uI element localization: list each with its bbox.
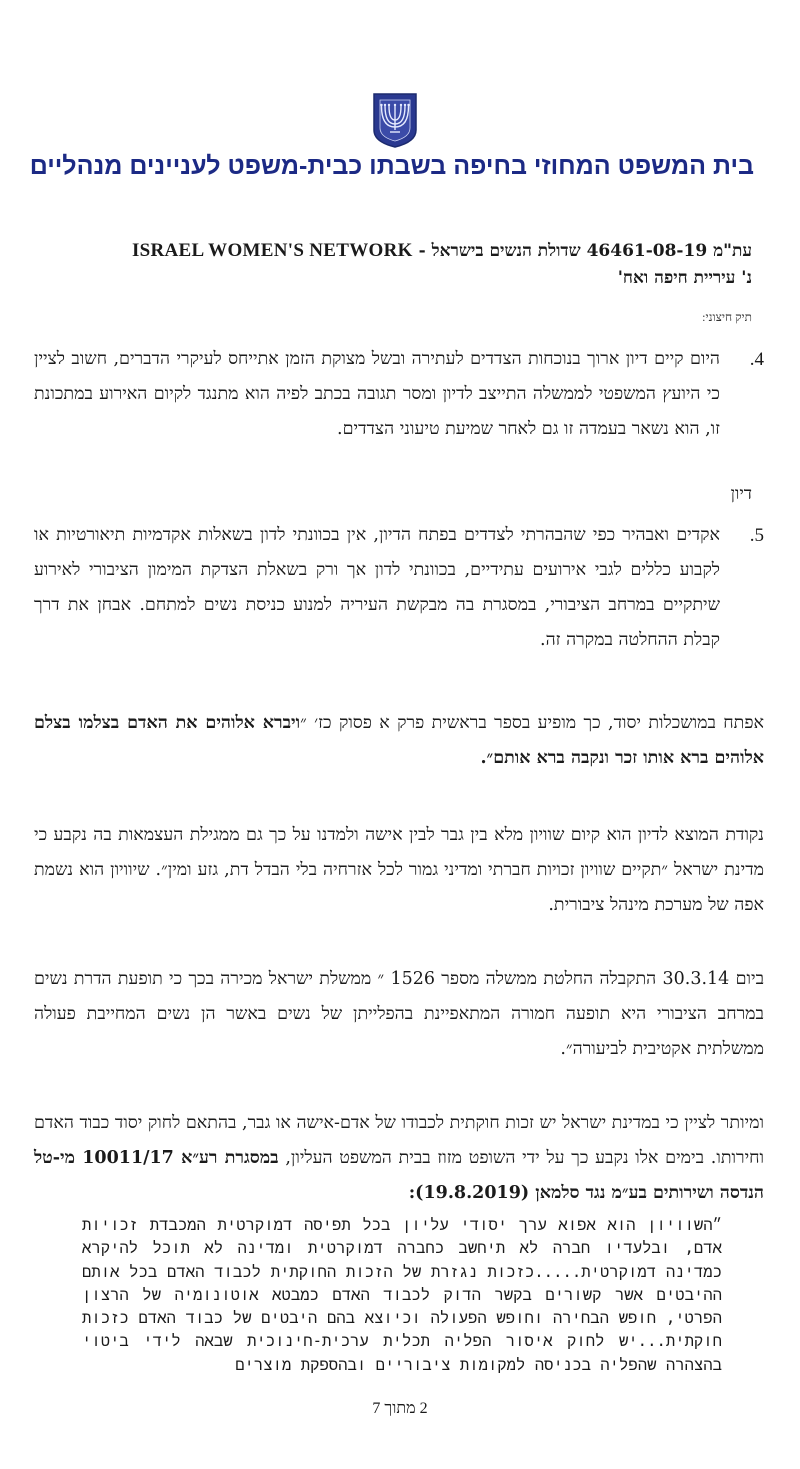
constitutional-right-paragraph	[34, 1106, 764, 1211]
supreme-court-quote: ״השוויון הוא אפוא ערך יסודי עליון בכל תפיסה דמוקרטית המכבדת זכויות אדם, ובלעדיו חברה לא תיחשב כחברה דמוקרטית ומדינה לא תוכל להיקרא כמדינה דמוקרטית.....כזכות נגזרת של הזכות החוקתית לכבוד האדם בכל אותם ההיבטים אשר קשורים בקשר הדוק לכבוד האדם כמבטא אוטונומיה של הרצון הפרטי, חופש הבחירה וחופש הפעולה וכיוצא בהם היבטים של כבוד האדם כזכות חוקתית...יש לחוק איסור הפליה תכלית ערכית-חינוכית שבאה לידי ביטוי בהצהרה שהפליה בכניסה למקומות ציבוריים ובהספקת מוצרים	[82, 1216, 722, 1374]
equality-paragraph: נקודת המוצא לדיון הוא קיום שוויון מלא בין גבר לבין אישה ולמדנו על כך גם ממגילת העצמאות בה נקבע כי מדינת ישראל ״תקיים שוויון זכויות חברתי ומדיני גמור לכל אזרחיה בלי הבדל דת, גזע ומין״. שיוויון הוא נשמת אפה של מערכת מינהל ציבורית.	[34, 825, 764, 915]
case-citation: במסגרת רע״א 10011/17 מי-טל הנדסה ושירותים בע״מ נגד סלמאן (19.8.2019):	[34, 1148, 764, 1203]
paragraph-5	[34, 518, 764, 658]
court-title: בית המשפט המחוזי בחיפה בשבתו כבית-משפט לעניינים מנהליים	[29, 152, 754, 180]
page-number: 2 מתוך 7	[372, 1400, 428, 1417]
external-file-label: תיק חיצוני:	[702, 310, 752, 324]
petitioner-english-name: ISRAEL WOMEN'S NETWORK	[131, 240, 413, 261]
paragraph-4	[34, 342, 764, 447]
case-respondents: נ' עיריית חיפה ואח'	[617, 268, 752, 288]
state-emblem-menorah-icon	[372, 92, 418, 148]
case-number-and-petitioner: עת"מ 46461-08-19 שדולת הנשים בישראל -	[418, 241, 752, 261]
genesis-paragraph	[34, 706, 764, 776]
paragraph-number: 5.	[749, 525, 764, 546]
government-decision-paragraph: ביום 30.3.14 התקבלה החלטת ממשלה מספר 1526 ״ ממשלת ישראל מכירה בכך כי תופעת הדרת נשים במרחב הציבורי היא תופעה חמורה המתאפיינת בהפלייתן של נשים באשר הן נשים המחייבת פעולה ממשלתית אקטיבית לביעורה״.	[34, 969, 765, 1059]
genesis-verse: ויברא אלוהים את האדם בצלמו בצלם אלוהים ברא אותו זכר ונקבה ברא אותם״.	[34, 713, 764, 768]
paragraph-number: 4.	[749, 349, 764, 370]
paragraph-text: היום קיים דיון ארוך בנוכחות הצדדים לעתירה ובשל מצוקת הזמן אתייחס לעיקרי הדברים, חשוב לציין כי היועץ המשפטי לממשלה התייצב לדיון ומסר תגובה בכתב לפיה הוא מתנגד לקיום האירוע במתכונת זו, הוא נשאר בעמדה זו גם לאחר שמיעת טיעוני הצדדים.	[34, 349, 720, 439]
genesis-intro: אפתח במושכלות יסוד, כך מופיע בספר בראשית פרק א פסוק כז׳ ״	[300, 713, 764, 733]
constitutional-right-text: ומיותר לציין כי במדינת ישראל יש זכות חוקתית לכבודו של אדם-אישה או גבר, בהתאם לחוק יסוד כבוד האדם וחירותו. בימים אלו נקבע כך על ידי השופט מזוז בבית המשפט העליון,	[34, 1113, 764, 1168]
discussion-heading: דיון	[730, 484, 752, 504]
case-title	[32, 240, 752, 262]
paragraph-text: אקדים ואבהיר כפי שהבהרתי לצדדים בפתח הדיון, אין בכוונתי לדון בשאלות אקדמיות תיאורטיות או לקבוע כללים לגבי אירועים עתידיים, בכוונתי לדון אך ורק בשאלת הצדקת המימון הציבורי לאירוע שיתקיים במרחב הציבורי, במסגרת בה מבקשת העיריה למנוע כניסת נשים למתחם. אבחן את דרך קבלת ההחלטה במקרה זה.	[34, 525, 720, 650]
